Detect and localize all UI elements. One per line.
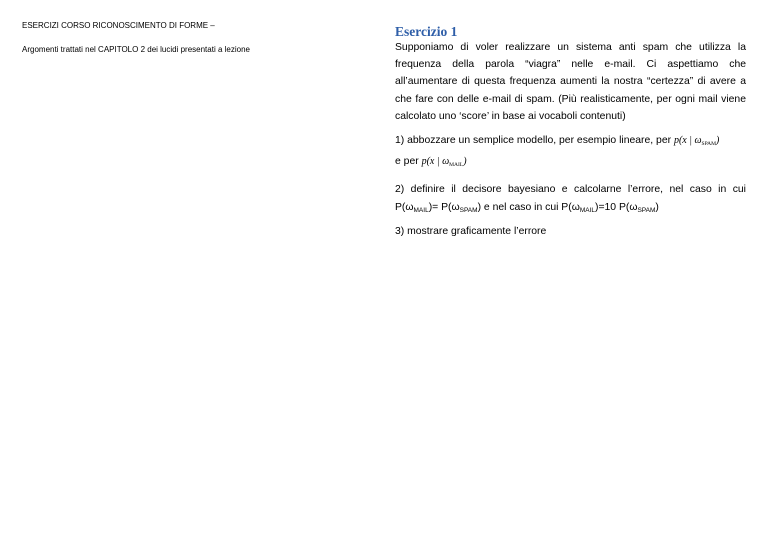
exercise-block <box>395 24 746 240</box>
question-1-and: e per <box>395 156 422 168</box>
question-1 <box>395 132 746 174</box>
header-block <box>22 20 352 55</box>
exercise-intro: Supponiamo di voler realizzare un sistema anti spam che utilizza la frequenza della parola “viagra” nelle e-mail. Ci aspettiamo che all’aumentare di questa frequenza aumenti la nostra “certezza” di avere a che fare con delle e-mail di spam. (Più realisticamente, per ogni mail viene calcolato uno ‘score’ in base ai vocaboli contenuti) <box>395 42 746 122</box>
question-3: 3) mostrare graficamente l’errore <box>395 225 547 237</box>
topics-line: Argomenti trattati nel CAPITOLO 2 dei lucidi presentati a lezione <box>22 45 250 54</box>
course-title: ESERCIZI CORSO RICONOSCIMENTO DI FORME – <box>22 21 215 30</box>
exercise-title: Esercizio 1 <box>395 24 458 39</box>
question-1-text: 1) abbozzare un semplice modello, per esempio lineare, per <box>395 135 674 147</box>
formula-p-x-mail: p(x | $\omega_{MAIL}$) <box>421 156 467 169</box>
formula-p-x-spam: p(x | $\omega_{SPAM}$) <box>673 135 720 148</box>
question-2: 2) definire il decisore bayesiano e calcolarne l’errore, nel caso in cui $P(\omega_{MAIL})= P(\omega_{SPAM})$ e nel caso in cui $P(\omega_{MAIL})=10$ $P(\omega_{SPAM})$ <box>395 184 746 214</box>
